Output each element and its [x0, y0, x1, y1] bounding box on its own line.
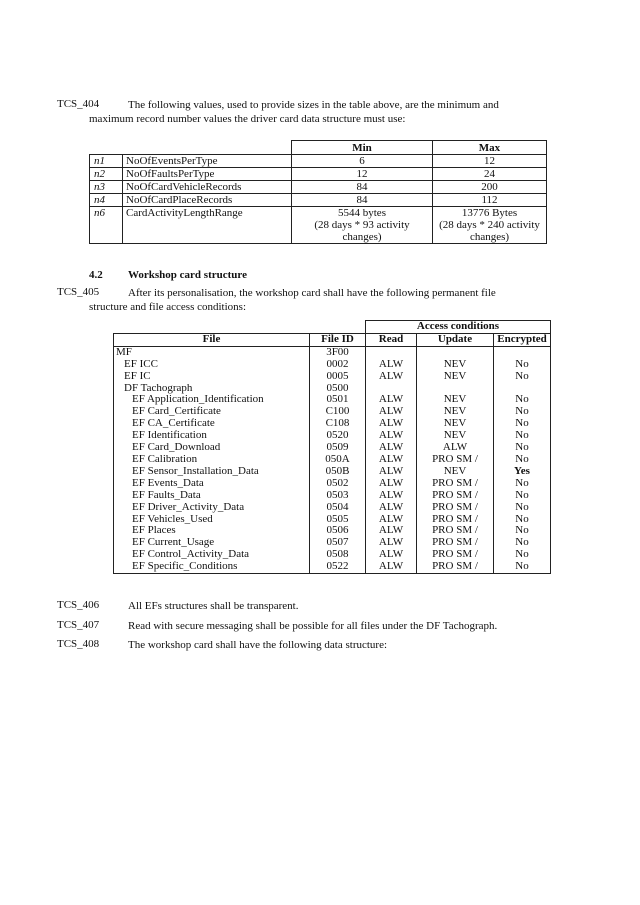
- min-cell: 84: [292, 194, 433, 207]
- encrypted-cell: No: [494, 490, 551, 502]
- table-row: [114, 346, 551, 358]
- file-cell: DF Tachograph: [114, 383, 310, 395]
- read-cell: ALW: [366, 371, 417, 383]
- update-cell: PRO SM /: [417, 502, 494, 514]
- file-cell: EF Specific_Conditions: [114, 561, 310, 573]
- tcs405-text-line1: After its personalisation, the workshop card shall have the following permanent file: [128, 287, 496, 299]
- symbol-cell: n6: [90, 207, 123, 244]
- tcs408-text: The workshop card shall have the following data structure:: [128, 639, 388, 651]
- max-line: 13776 Bytes: [461, 207, 518, 219]
- read-cell: [366, 346, 417, 358]
- file-cell: EF Control_Activity_Data: [114, 549, 310, 561]
- read-cell: ALW: [366, 454, 417, 466]
- symbol-cell: n3: [90, 181, 123, 194]
- name-cell: CardActivityLengthRange: [123, 207, 292, 244]
- file-access-table: [113, 320, 551, 574]
- requirement-id-tcs406: TCS_406: [57, 599, 100, 611]
- file-cell: EF Sensor_Installation_Data: [114, 466, 310, 478]
- min-cell: [292, 207, 433, 244]
- max-cell: 112: [433, 194, 547, 207]
- table-row: [114, 502, 551, 514]
- file-id-cell: 0005: [310, 371, 366, 383]
- symbol-cell: n2: [90, 168, 123, 181]
- file-cell: EF IC: [114, 371, 310, 383]
- read-cell: ALW: [366, 430, 417, 442]
- file-cell: EF Card_Download: [114, 442, 310, 454]
- table-row: [114, 359, 551, 371]
- section-title: Workshop card structure: [128, 269, 247, 281]
- max-cell: 12: [433, 155, 547, 168]
- update-header: Update: [417, 333, 494, 346]
- min-cell: 84: [292, 181, 433, 194]
- table-row: [114, 466, 551, 478]
- encrypted-header: Encrypted: [494, 333, 551, 346]
- read-cell: ALW: [366, 406, 417, 418]
- encrypted-cell: No: [494, 549, 551, 561]
- name-cell: NoOfCardVehicleRecords: [123, 181, 292, 194]
- file-cell: EF Events_Data: [114, 478, 310, 490]
- min-cell: 6: [292, 155, 433, 168]
- requirement-id-tcs408: TCS_408: [57, 638, 100, 650]
- encrypted-cell: No: [494, 442, 551, 454]
- file-id-header: File ID: [310, 333, 366, 346]
- file-id-cell: 0500: [310, 383, 366, 395]
- update-cell: PRO SM /: [417, 549, 494, 561]
- requirement-id-tcs405: TCS_405: [57, 286, 100, 298]
- read-cell: ALW: [366, 514, 417, 526]
- encrypted-cell: No: [494, 430, 551, 442]
- update-cell: PRO SM /: [417, 454, 494, 466]
- table-row: [90, 155, 547, 168]
- requirement-id-tcs407: TCS_407: [57, 619, 100, 631]
- file-id-cell: C108: [310, 418, 366, 430]
- update-cell: PRO SM /: [417, 478, 494, 490]
- read-cell: ALW: [366, 549, 417, 561]
- read-cell: ALW: [366, 502, 417, 514]
- update-cell: NEV: [417, 394, 494, 406]
- file-id-cell: 050B: [310, 466, 366, 478]
- symbol-cell: n4: [90, 194, 123, 207]
- file-id-cell: 0509: [310, 442, 366, 454]
- table-row: [114, 478, 551, 490]
- encrypted-cell: No: [494, 406, 551, 418]
- encrypted-cell: No: [494, 394, 551, 406]
- file-cell: EF Places: [114, 525, 310, 537]
- file-cell: EF ICC: [114, 359, 310, 371]
- file-id-cell: 0508: [310, 549, 366, 561]
- file-id-cell: 0505: [310, 514, 366, 526]
- update-cell: PRO SM /: [417, 514, 494, 526]
- encrypted-cell: No: [494, 525, 551, 537]
- min-line: changes): [342, 231, 382, 243]
- group-header-row: [114, 321, 551, 334]
- file-cell: EF Card_Certificate: [114, 406, 310, 418]
- file-cell: EF Driver_Activity_Data: [114, 502, 310, 514]
- encrypted-cell: No: [494, 537, 551, 549]
- file-id-cell: 0002: [310, 359, 366, 371]
- file-id-cell: 0507: [310, 537, 366, 549]
- update-cell: NEV: [417, 418, 494, 430]
- read-cell: ALW: [366, 466, 417, 478]
- file-id-cell: 0506: [310, 525, 366, 537]
- table-row: [90, 194, 547, 207]
- file-id-cell: 0502: [310, 478, 366, 490]
- max-line: (28 days * 240 activity: [439, 219, 540, 231]
- encrypted-cell: No: [494, 454, 551, 466]
- file-cell: EF Vehicles_Used: [114, 514, 310, 526]
- read-cell: ALW: [366, 490, 417, 502]
- table-row: [90, 168, 547, 181]
- file-id-cell: 050A: [310, 454, 366, 466]
- max-cell: [433, 207, 547, 244]
- file-id-cell: 0522: [310, 561, 366, 573]
- max-header: Max: [433, 141, 547, 155]
- record-number-table: [89, 140, 547, 244]
- file-id-cell: 0503: [310, 490, 366, 502]
- table-header-row: [114, 333, 551, 346]
- name-cell: NoOfEventsPerType: [123, 155, 292, 168]
- encrypted-cell: No: [494, 371, 551, 383]
- min-cell: 12: [292, 168, 433, 181]
- requirement-id-tcs404: TCS_404: [57, 98, 100, 110]
- file-cell: EF Identification: [114, 430, 310, 442]
- table-row: [114, 561, 551, 573]
- encrypted-cell: No: [494, 478, 551, 490]
- table-row: [90, 181, 547, 194]
- update-cell: NEV: [417, 466, 494, 478]
- update-cell: ALW: [417, 442, 494, 454]
- update-cell: PRO SM /: [417, 490, 494, 502]
- table-row: [114, 490, 551, 502]
- file-cell: MF: [114, 346, 310, 358]
- encrypted-cell: No: [494, 359, 551, 371]
- update-cell: NEV: [417, 359, 494, 371]
- encrypted-cell: [494, 346, 551, 358]
- min-header: Min: [292, 141, 433, 155]
- file-id-cell: 0520: [310, 430, 366, 442]
- tcs405-text-line2: structure and file access conditions:: [89, 301, 247, 313]
- encrypted-cell: No: [494, 418, 551, 430]
- file-id-cell: 0501: [310, 394, 366, 406]
- encrypted-cell: No: [494, 514, 551, 526]
- encrypted-cell: Yes: [494, 466, 551, 478]
- symbol-cell: n1: [90, 155, 123, 168]
- update-cell: NEV: [417, 371, 494, 383]
- table-row: [114, 371, 551, 383]
- min-line: (28 days * 93 activity: [314, 219, 410, 231]
- update-cell: PRO SM /: [417, 525, 494, 537]
- encrypted-cell: No: [494, 561, 551, 573]
- read-cell: ALW: [366, 418, 417, 430]
- file-id-cell: 0504: [310, 502, 366, 514]
- table-header-row: [90, 141, 547, 155]
- file-cell: EF Current_Usage: [114, 537, 310, 549]
- name-cell: NoOfCardPlaceRecords: [123, 194, 292, 207]
- access-conditions-header: Access conditions: [366, 321, 551, 334]
- file-id-cell: 3F00: [310, 346, 366, 358]
- update-cell: PRO SM /: [417, 561, 494, 573]
- encrypted-cell: No: [494, 502, 551, 514]
- max-cell: 24: [433, 168, 547, 181]
- file-cell: EF Faults_Data: [114, 490, 310, 502]
- read-cell: ALW: [366, 525, 417, 537]
- file-id-cell: C100: [310, 406, 366, 418]
- min-line: 5544 bytes: [338, 207, 386, 219]
- read-cell: ALW: [366, 442, 417, 454]
- read-cell: ALW: [366, 394, 417, 406]
- read-header: Read: [366, 333, 417, 346]
- tcs404-text-line2: maximum record number values the driver card data structure must use:: [89, 113, 406, 125]
- update-cell: NEV: [417, 406, 494, 418]
- update-cell: NEV: [417, 430, 494, 442]
- max-line: changes): [469, 231, 510, 243]
- tcs404-text-line1: The following values, used to provide sizes in the table above, are the minimum and: [128, 99, 499, 111]
- read-cell: ALW: [366, 537, 417, 549]
- table-row: [90, 207, 547, 244]
- tcs406-text: All EFs structures shall be transparent.: [128, 600, 299, 612]
- section-number: 4.2: [89, 269, 103, 281]
- file-header: File: [114, 333, 310, 346]
- name-cell: NoOfFaultsPerType: [123, 168, 292, 181]
- read-cell: ALW: [366, 478, 417, 490]
- read-cell: ALW: [366, 359, 417, 371]
- tcs407-text: Read with secure messaging shall be possible for all files under the DF Tachograph.: [128, 620, 498, 632]
- file-cell: EF CA_Certificate: [114, 418, 310, 430]
- update-cell: PRO SM /: [417, 537, 494, 549]
- max-cell: 200: [433, 181, 547, 194]
- file-cell: EF Calibration: [114, 454, 310, 466]
- file-cell: EF Application_Identification: [114, 394, 310, 406]
- read-cell: ALW: [366, 561, 417, 573]
- update-cell: [417, 346, 494, 358]
